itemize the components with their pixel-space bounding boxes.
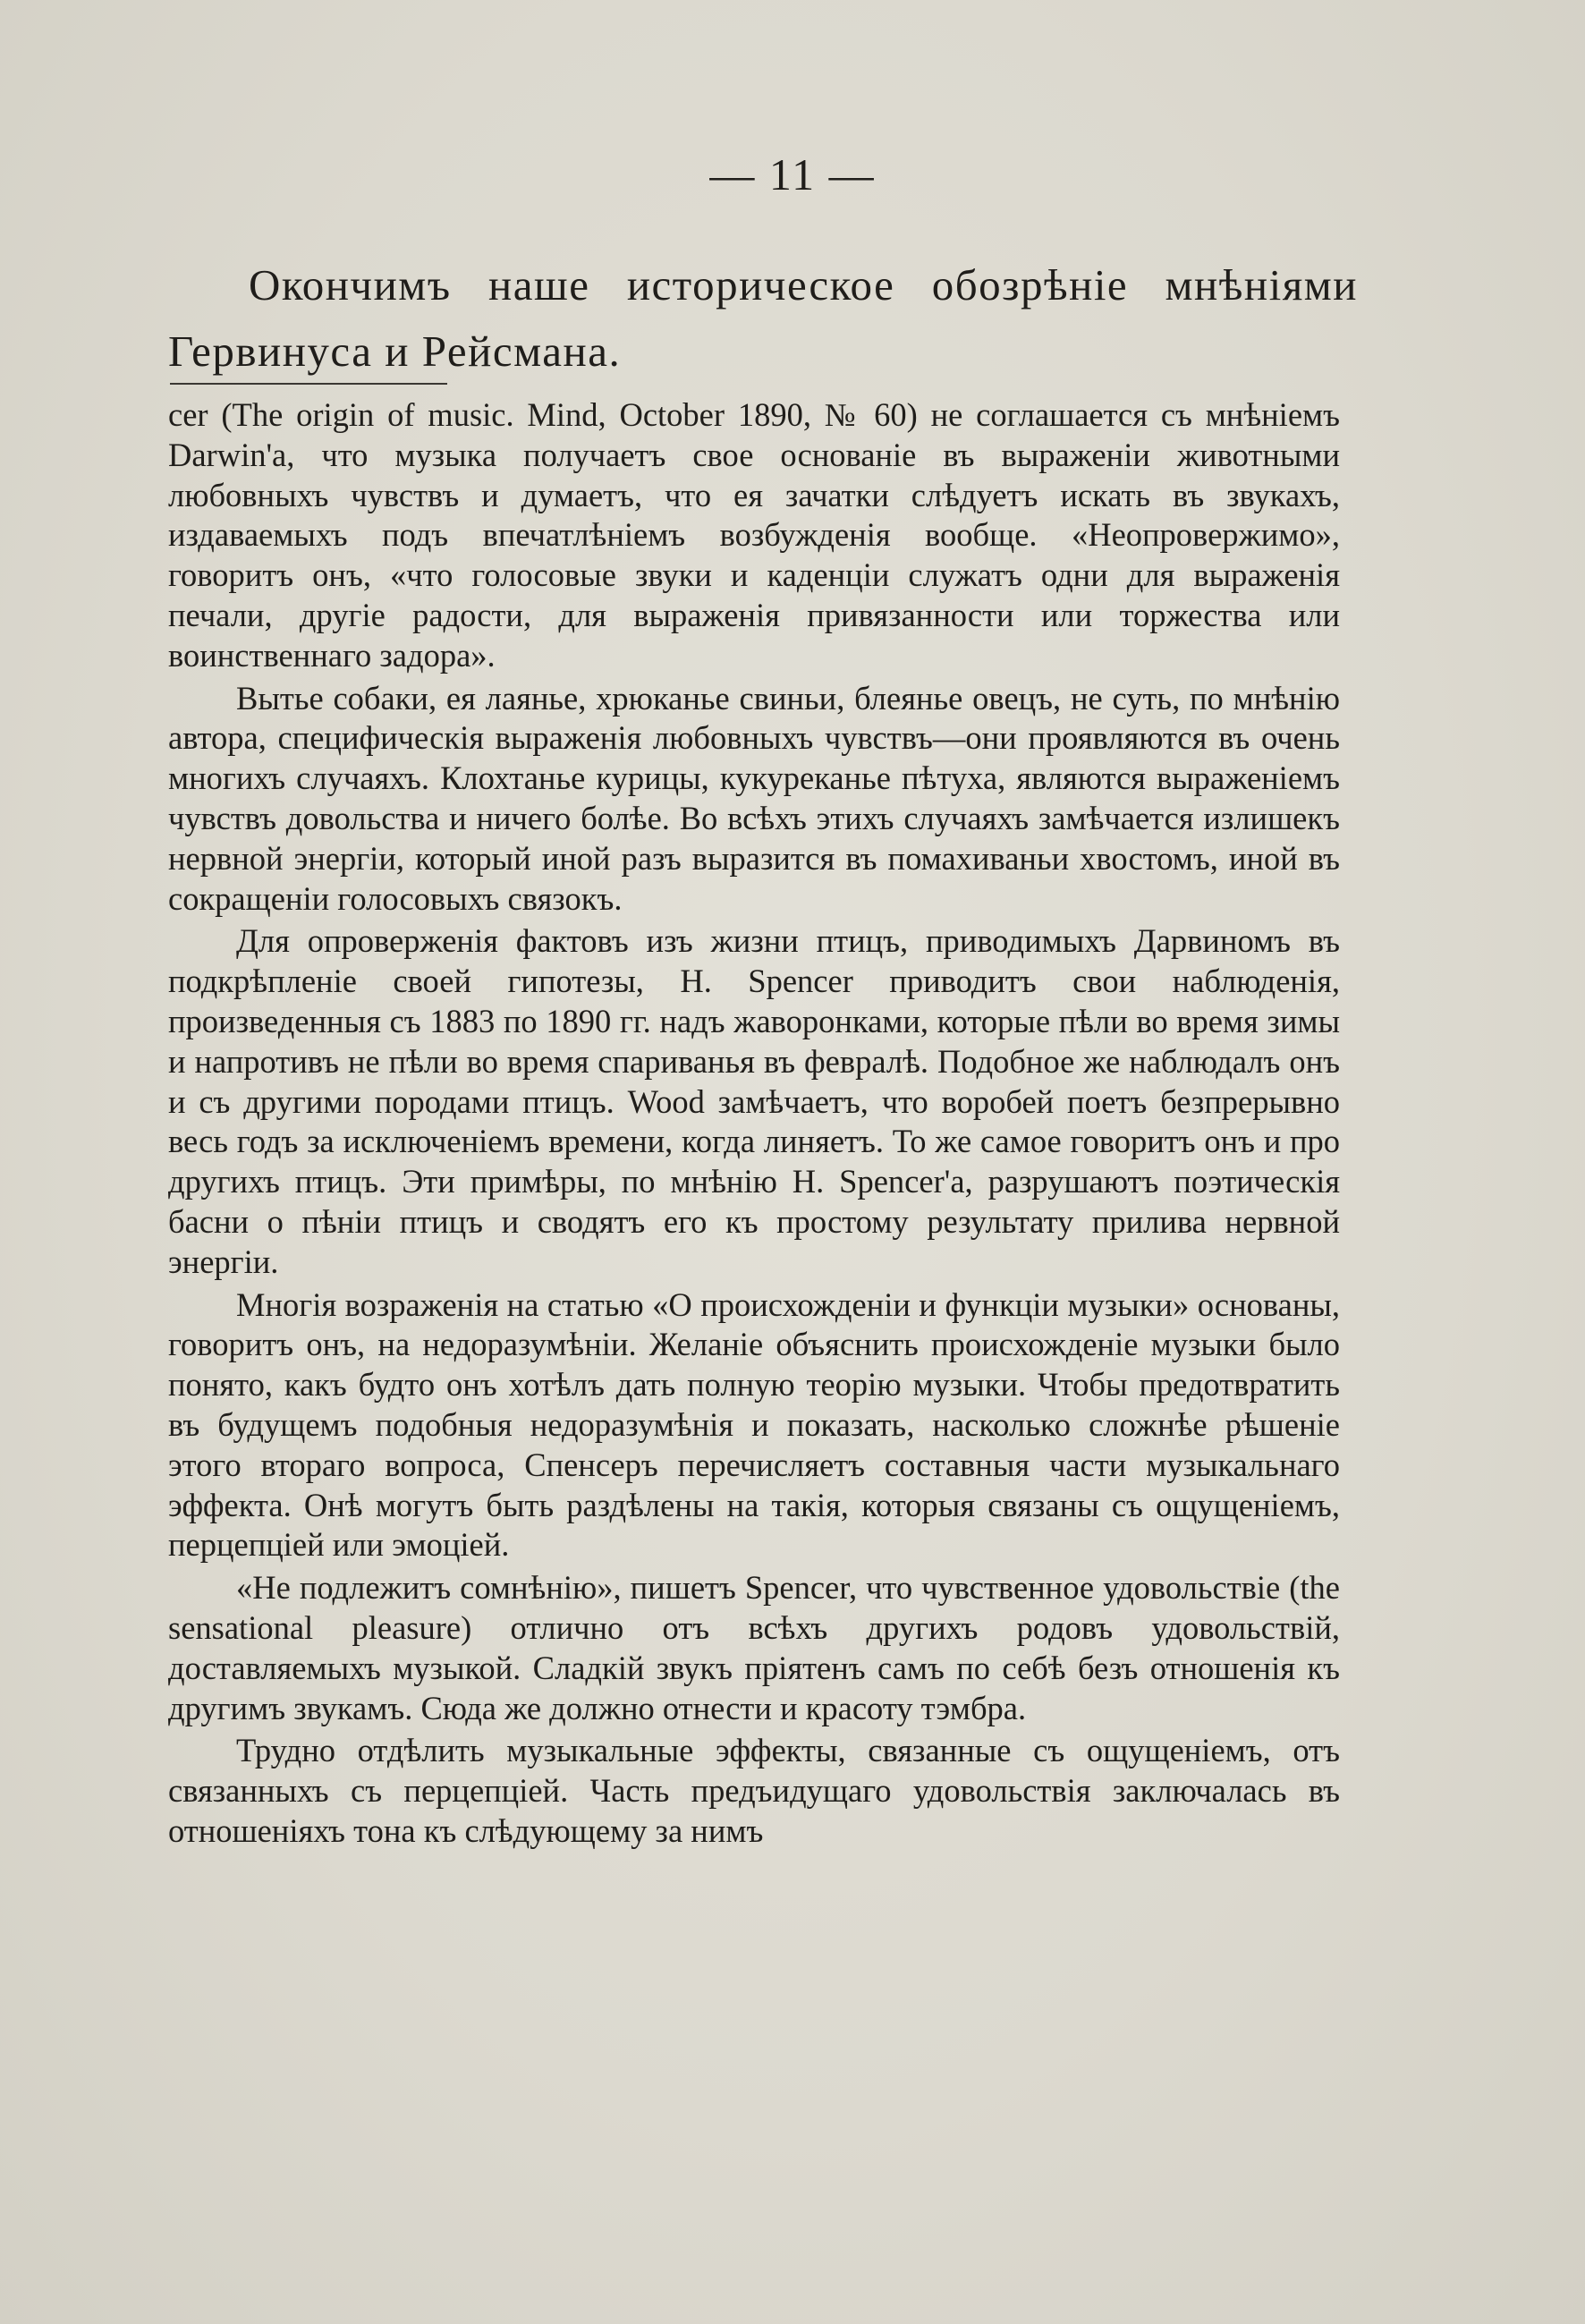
lead-line-1: Окончимъ наше историческое обозрѣніе мнѣніями [249,260,1358,310]
lead-line-2: Гервинуса и Рейсмана. [168,327,622,376]
footnote-separator [170,383,447,385]
footnote-paragraph-6: Трудно отдѣлить музыкальные эффекты, связанные съ ощущеніемъ, отъ связанныхъ съ перцепціей. Часть предъидущаго удовольствія заключалась въ отношеніяхъ тона къ слѣдующему за нимъ [168,1732,1340,1849]
footnote-paragraph-5: «Не подлежитъ сомнѣнію», пишетъ Spencer, что чувственное удовольствіе (the sensational pleasure) отлично отъ всѣхъ другихъ родовъ удовольствій, доставляемыхъ музыкой. Сладкій звукъ пріятенъ самъ по себѣ безъ отношенія къ другимъ звукамъ. Сюда же должно отнести и красоту тэмбра. [168,1569,1340,1726]
footnote-paragraph-1: cer (The origin of music. Mind, October 1890, № 60) не соглашается съ мнѣніемъ Darwin'a, что музыка получаетъ свое основаніе въ выраженіи животными любовныхъ чувствъ и думаетъ, что ея зачатки слѣдуетъ искать въ звукахъ, издаваемыхъ подъ впечатлѣніемъ возбужденія вообще. «Неопровержимо», говоритъ онъ, «что голосовые звуки и каденціи служатъ одни для выраженія печали, другіе радости, для выраженія привязанности или торжества или воинственнаго задора». [168,396,1340,674]
lead-paragraph [168,252,1358,385]
footnote-paragraph-3: Для опроверженія фактовъ изъ жизни птицъ, приводимыхъ Дарвиномъ въ подкрѣпленіе своей гипотезы, H. Spencer приводитъ свои наблюденія, произведенныя съ 1883 по 1890 гг. надъ жаворонками, которые пѣли во время зимы и напротивъ не пѣли во время спариванья въ февралѣ. Подобное же наблюдалъ онъ и съ другими породами птицъ. Wood замѣчаетъ, что воробей поетъ безпрерывно весь годъ за исключеніемъ времени, когда линяетъ. То же самое говоритъ онъ и про другихъ птицъ. Эти примѣры, по мнѣнію H. Spencer'a, разрушаютъ поэтическія басни о пѣніи птицъ и сводятъ его къ простому результату прилива нервной энергіи. [168,922,1340,1280]
footnote-paragraph-2: Вытье собаки, ея лаянье, хрюканье свиньи, блеянье овецъ, не суть, по мнѣнію автора, специфическія выраженія любовныхъ чувствъ—они проявляются въ очень многихъ случаяхъ. Клохтанье курицы, кукуреканье пѣтуха, являются выраженіемъ чувствъ довольства и ничего болѣе. Во всѣхъ этихъ случаяхъ замѣчается излишекъ нервной энергіи, который иной разъ выразится въ помахиваньи хвостомъ, иной въ сокращеніи голосовыхъ связокъ. [168,679,1340,917]
footnote-paragraph-4: Многія возраженія на статью «О происхожденіи и функціи музыки» основаны, говоритъ онъ, на недоразумѣніи. Желаніе объяснить происхожденіе музыки было понято, какъ будто онъ хотѣлъ дать полную теорію музыки. Чтобы предотвратить въ будущемъ подобныя недоразумѣнія и показать, насколько сложнѣе рѣшеніе этого втораго вопроса, Спенсеръ перечисляетъ составныя части музыкальнаго эффекта. Онѣ могутъ быть раздѣлены на такія, которыя связаны съ ощущеніемъ, перцепціей или эмоціей. [168,1285,1340,1564]
footnote [168,395,1340,1852]
page-number: — 11 — [709,149,876,199]
